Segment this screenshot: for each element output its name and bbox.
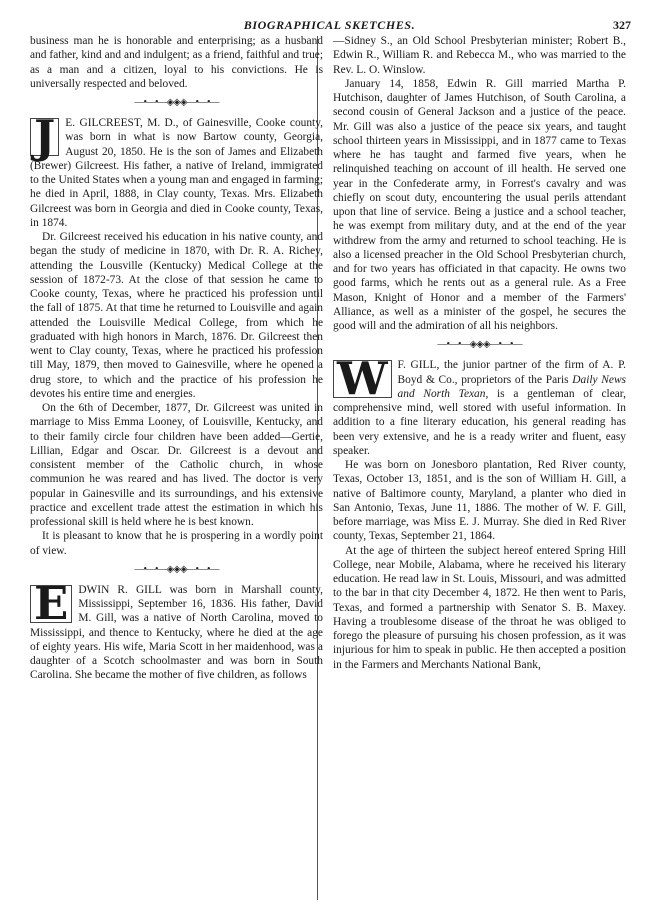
page-header <box>28 6 631 34</box>
paragraph: —Sidney S., an Old School Presbyterian minister; Robert B., Edwin R., William R. and Rebecca M., who was married to the Rev. L. O. Winslow. <box>333 35 626 76</box>
page-number: 327 <box>613 18 631 32</box>
paragraph: Dr. Gilcreest received his education in his native county, and began the study of medicine in 1870, with Dr. R. A. Richey, attending the Lousville (Kentucky) Medical College at the session of 1872-73. At the close of that session he came to Cooke county, Texas, where he practiced his profession until the fall of 1875. At that time he returned to Louisville and again attended the Louisville Medical College, from which he graduated with high honors in March, 1876. Dr. Gilcreest then went to Clay county, Texas, where he practiced his profession till May, 1879, then moved to Gainesville, where he opened a drug store, to which and the practice of his profession he devotes his entire time and energies. <box>30 231 323 400</box>
drop-cap-j: J <box>30 118 59 156</box>
newspaper-title: Daily News and North Texan, <box>397 373 626 400</box>
paragraph: It is pleasant to know that he is prospering in a wordly point of view. <box>30 530 323 557</box>
section-ornament: —•—•—◈◈◈—•—•— <box>134 97 219 108</box>
paragraph: At the age of thirteen the subject hereof entered Spring Hill College, near Mobile, Alabama, where he received his literary education. He read law in St. Louis, Missouri, and was admitted to the bar in that city December 4, 1872. He then went to Paris, Texas, and formed a partnership with Senator S. B. Maxey. Having a troublesome disease of the throat he was obliged to forego the pleasure of pursuing his chosen profession, as it was injurious for him to speak in public. He then accepted a position in the Farmers and Merchants National Bank, <box>333 544 626 671</box>
wf-intro-text-cont: is a gentleman of clear, comprehensive mind, well stored with useful information. In addition to a fine literary education, his general reading has been very extensive, and he is a ready writer and fluent, easy speaker. <box>333 387 626 457</box>
gilcreest-intro-text: E. GILCREEST, M. D., of Gainesville, Cooke county, was born in what is now Bartow county, Georgia, August 20, 1850. He is the son of James and Elizabeth (Brewer) Gilcreest. His father, a native of Ireland, immigrated to the United States when a young man and engaged in farming; he died in April, 1888, in Clay county, Texas. Mrs. Elizabeth Gilcreest was born in Georgia and died in Cooke county, Texas, in 1874. <box>30 117 323 229</box>
edwin-intro-text: DWIN R. GILL was born in Marshall county, Mississippi, September 16, 1836. His father, David M. Gill, was a native of North Carolina, moved to Mississippi, and thence to Kentucky, where he died at the age of eighty years. His wife, Maria Scott in her maidenhood, was a daughter of a Scotch schoolmaster and was born in South Carolina. She became the mother of five children, as follows <box>30 583 323 682</box>
paragraph: business man he is honorable and enterprising; as a husband and father, kind and and indulgent; as a friend, faithful and true; as a man and a citizen, loyal to his convictions. He is universally respected and beloved. <box>30 35 323 90</box>
right-column <box>333 34 626 672</box>
paragraph: He was born on Jonesboro plantation, Red River county, Texas, October 13, 1851, and is the son of William H. Gill, a native of Baltimore county, Maryland, a planter who died in San Antonio, Texas, June 11, 1886. The mother of W. F. Gill, before marriage, was Miss E. J. Murray. She died in Red River county, Texas, September 21, 1864. <box>333 459 626 543</box>
paragraph: On the 6th of December, 1877, Dr. Gilcreest was united in marriage to Miss Emma Looney, of Louisville, Kentucky, and to their family circle four children have been added—Gertie, Lillian, Edgar and Oscar. Dr. Gilcreest is a devout and consistent member of the Catholic church, in whose communion he was reared and has lived. The doctor is very popular in Gainesville and its surroundings, and his extensive practice and excellent trade attest the estimation in which his professional skill is held where he is best known. <box>30 402 323 528</box>
gilcreest-intro-paragraph <box>30 110 323 230</box>
section-ornament: —•—•—◈◈◈—•—•— <box>437 339 522 351</box>
running-title: BIOGRAPHICAL SKETCHES. <box>243 18 416 32</box>
paragraph: January 14, 1858, Edwin R. Gill married Martha P. Hutchison, daughter of James Hutchison, of South Carolina, a second cousin of General Jackson and a justice of the peace. Mr. Gill was also a justice of the peace six years, and taught school thirteen years in Mississippi, and in 1877 came to Texas where he has taught and farmed five years, when he relinquished teaching on account of ill health. He served one year in the Confederate army, in Forrest's cavalry and was chiefly on scout duty, encountering the usual perils attendant upon that line of service. Being a justice and a school teacher, he was exempt from military duty, and at the end of the year withdrew from the army and returned to school teaching. He is also a licensed preacher in the Old School Presbyterian church, and for two years has officiated in that capacity. He owns two good farms, which he rents out as a general rule. As a Free Mason, Knight of Honor and a member of the Farmers' Alliance, as well as a minister of the gospel, he secures the good will and the admiration of all his neighbors. <box>333 77 626 332</box>
drop-cap-e: E <box>30 585 72 623</box>
edwin-intro-paragraph <box>30 576 323 683</box>
drop-cap-w: W <box>333 360 392 398</box>
wf-gill-intro-paragraph <box>333 352 626 458</box>
wf-intro-text: F. GILL, the junior partner of the firm of A. P. Boyd & Co., proprietors of the Paris <box>397 359 626 386</box>
left-column <box>30 34 323 683</box>
section-ornament: —•—•—◈◈◈—•—•— <box>134 563 219 575</box>
